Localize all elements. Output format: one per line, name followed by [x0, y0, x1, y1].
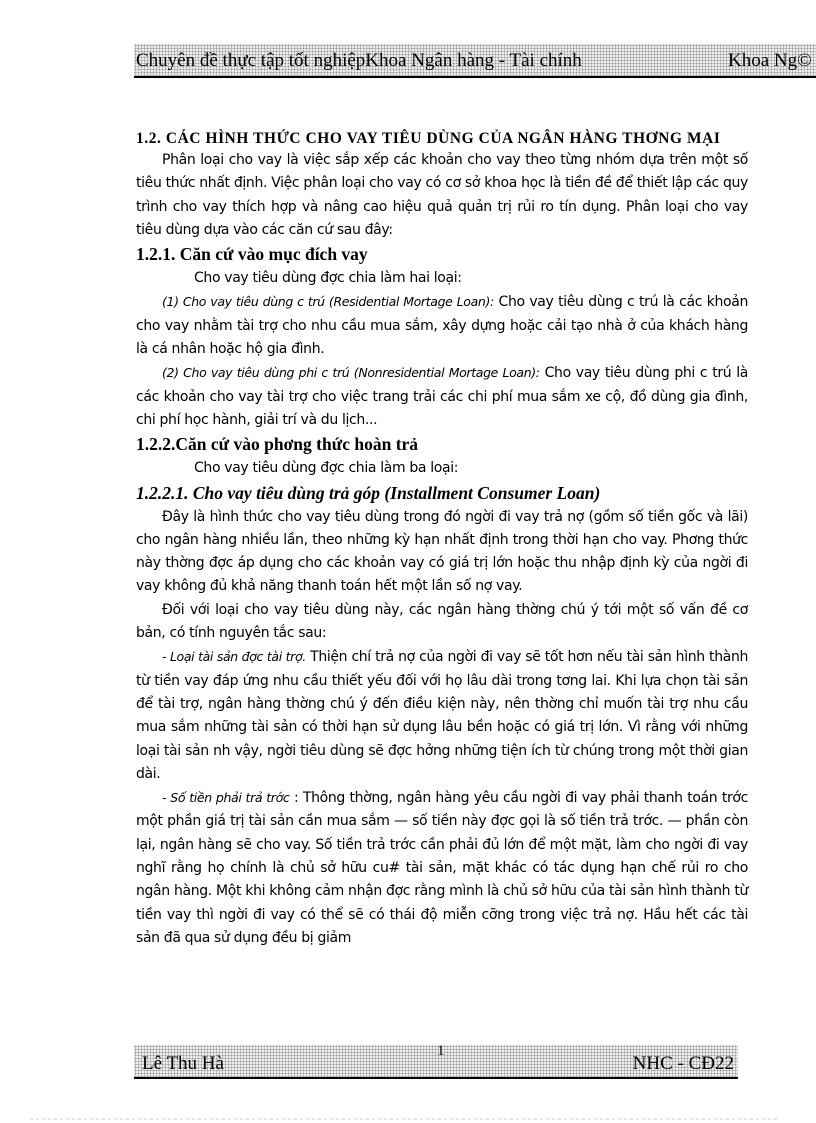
footer-code: NHC - CĐ22	[632, 1053, 734, 1074]
bullet-down-payment-label: - Số tiền phải trả trớc	[162, 790, 290, 806]
page-shadow	[30, 1118, 780, 1120]
page-footer	[134, 1045, 738, 1077]
bullet-asset-type-text: Thiện chí trả nợ của ngời đi vay sẽ tốt hơn nếu tài sản hình thành từ tiền vay đáp ứng nhu cầu thiết yếu đối với họ lâu dài trong tơng lai. Khi lựa chọn tài sản để tài trợ, ngân hàng thờng chú ý đến điều kiện này, nên thờng chỉ muốn tài trợ nhu cầu mua sắm những tài sản có thời hạn sử dụng lâu bền hoặc có giá trị lớn. Vì rằng với những loại tài sản nh vậy, ngời tiêu dùng sẽ đợc hởng những tiện ích từ chúng trong một thời gian dài.	[136, 649, 748, 782]
item-nonresidential	[136, 361, 748, 432]
header-title: Chuyên đề thực tập tốt nghiệpKhoa Ngân hàng - Tài chính	[136, 50, 582, 71]
page-header	[134, 44, 816, 76]
bullet-asset-type-label: - Loại tài sản đợc tài trợ.	[162, 649, 306, 665]
heading-1-2-2: 1.2.2.Căn cứ vào phơng thức hoàn trả	[136, 434, 419, 455]
section-intro: Phân loại cho vay là việc sắp xếp các khoản cho vay theo từng nhóm dựa trên một số tiêu thức nhất định. Việc phân loại cho vay có cơ sở khoa học là tiền đề để thiết lập các quy trình cho vay thích hợp và nâng cao hiệu quả quản trị rủi ro tín dụng. Phân loại cho vay tiêu dùng dựa vào các căn cứ sau đây:	[136, 152, 748, 238]
page-number: 1	[437, 1045, 445, 1059]
item-residential	[136, 290, 748, 361]
section-title: 1.2. CÁC HÌNH THỨC CHO VAY TIÊU DÙNG CỦA NGÂN HÀNG THƠNG MẠI	[136, 130, 721, 147]
item-residential-label: (1) Cho vay tiêu dùng c trú (Residential Mortage Loan):	[162, 294, 494, 310]
lead-1-2-1: Cho vay tiêu dùng đợc chia làm hai loại:	[194, 270, 462, 287]
item-nonresidential-label: (2) Cho vay tiêu dùng phi c trú (Nonresidential Mortage Loan):	[162, 365, 540, 381]
footer-rule	[134, 1077, 738, 1079]
item-residential-text: Cho vay tiêu dùng c trú là các khoản cho vay nhằm tài trợ cho nhu cầu mua sắm, xây dựng hoặc cải tạo nhà ở của khách hàng là cá nhân hoặc hộ gia đình.	[136, 294, 749, 358]
header-rule	[134, 76, 816, 78]
paragraph-principles: Đối với loại cho vay tiêu dùng này, các ngân hàng thờng chú ý tới một số vấn đề cơ bản, có tính nguyên tắc sau:	[136, 601, 748, 642]
lead-1-2-2: Cho vay tiêu dùng đợc chia làm ba loại:	[194, 460, 459, 477]
paragraph-installment: Đây là hình thức cho vay tiêu dùng trong đó ngời đi vay trả nợ (gồm số tiền gốc và lãi) cho ngân hàng nhiều lần, theo những kỳ hạn nhất định trong thời hạn cho vay. Phơng thức này thờng đợc áp dụng cho các khoản vay có giá trị lớn hoặc thu nhập định kỳ của ngời đi vay không đủ khả năng thanh toán hết một lần số nợ vay.	[136, 508, 748, 595]
header-title-right: Khoa Ng©	[728, 50, 812, 71]
heading-1-2-1: 1.2.1. Căn cứ vào mục đích vay	[136, 244, 368, 265]
bullet-down-payment	[136, 786, 748, 950]
heading-1-2-2-1: 1.2.2.1. Cho vay tiêu dùng trả góp (Installment Consumer Loan)	[136, 482, 601, 503]
footer-author: Lê Thu Hà	[142, 1053, 224, 1074]
item-nonresidential-text: Cho vay tiêu dùng phi c trú là các khoản cho vay tài trợ cho việc trang trải các chi phí mua sắm xe cộ, đồ dùng gia đình, chi phí học hành, giải trí và du lịch...	[136, 365, 748, 428]
document-body	[136, 128, 748, 950]
bullet-asset-type	[136, 645, 748, 786]
bullet-down-payment-text: : Thông thờng, ngân hàng yêu cầu ngời đi vay phải thanh toán trớc một phần giá trị tài sản cần mua sắm — số tiền này đợc gọi là số tiền trả trớc. — phần còn lại, ngân hàng sẽ cho vay. Số tiền trả trớc cần phải đủ lớn để một mặt, làm cho ngời đi vay nghĩ rằng họ chính là chủ sở hữu cu# tài sản, mặt khác có tác dụng hạn chế rủi ro cho ngân hàng. Một khi không cảm nhận đợc rằng mình là chủ sở hữu của tài sản hình thành từ tiền vay thì ngời đi vay có thể sẽ có thái độ miễn cỡng trong việc trả nợ. Hầu hết các tài sản đã qua sử dụng đều bị giảm	[136, 790, 748, 946]
